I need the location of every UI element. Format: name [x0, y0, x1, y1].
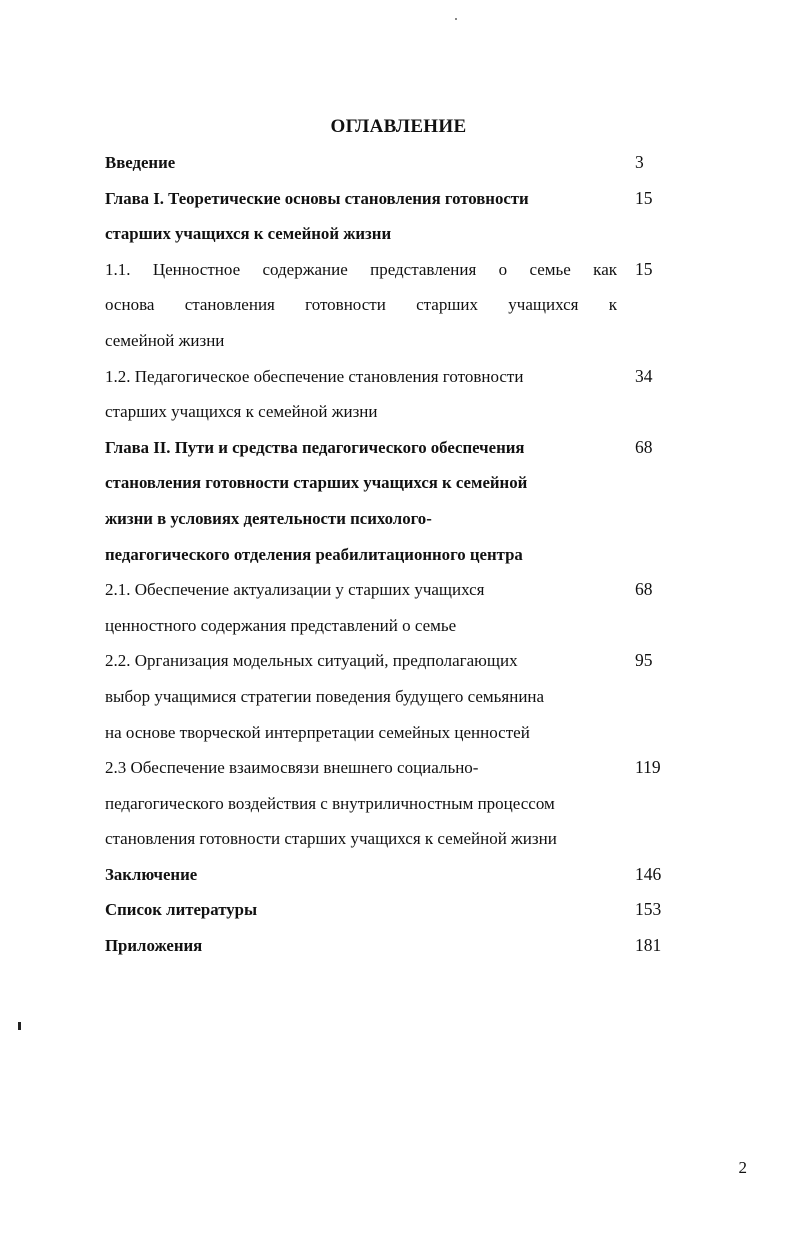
toc-entry-line: Глава II. Пути и средства педагогического обеспечения [105, 437, 525, 457]
page-title: ОГЛАВЛЕНИЕ [330, 116, 467, 137]
toc-entry-text [105, 928, 617, 964]
toc-page-number: 3 [635, 152, 644, 172]
toc-entry-text [105, 430, 617, 572]
toc-entry-line: Введение [105, 153, 176, 172]
toc-entry-conclusion [105, 857, 725, 893]
toc-entry-line: 1.1. Ценностное содержание представления о семье как [105, 259, 617, 279]
toc-page-number: 15 [635, 187, 653, 208]
toc-entry-section-1-2 [105, 359, 725, 430]
toc-entry-line: выбор учащимися стратегии поведения будущего семьянина [105, 686, 545, 706]
toc-entry-chapter-2 [105, 430, 725, 572]
toc-entry-section-1-1 [105, 252, 725, 359]
toc-entry-line: Список литературы [105, 900, 258, 920]
toc-entry-text [105, 643, 617, 750]
toc-entry-text [105, 857, 617, 893]
toc-entry-line: на основе творческой интерпретации семейных ценностей [105, 722, 530, 742]
toc-entry-line: Глава I. Теоретические основы становления готовности [105, 188, 529, 208]
toc-entry-line: старших учащихся к семейной жизни [105, 402, 378, 422]
toc-page-number: 15 [635, 258, 653, 279]
toc-entry-appendices [105, 928, 725, 964]
toc-entry-line: старших учащихся к семейной жизни [105, 224, 392, 244]
toc-entry-line: 2.2. Организация модельных ситуаций, предполагающих [105, 651, 518, 671]
toc-entry-line: 1.2. Педагогическое обеспечение становления готовности [105, 366, 524, 386]
toc-entry-line: Заключение [105, 864, 198, 884]
toc-entry-line: ценностного содержания представлений о семье [105, 615, 457, 635]
toc-page-number: 119 [635, 757, 661, 778]
toc-entry-chapter-1 [105, 181, 725, 252]
toc-entry-line: становления готовности старших учащихся к семейной [105, 473, 528, 493]
toc-entry-line: 2.1. Обеспечение актуализации у старших учащихся [105, 580, 485, 600]
table-of-contents [105, 145, 725, 964]
toc-page-number: 68 [635, 436, 653, 457]
toc-page-number: 34 [635, 365, 653, 386]
toc-page-number: 146 [635, 863, 662, 884]
toc-page-number: 153 [635, 899, 662, 920]
toc-entry-section-2-2 [105, 643, 725, 750]
toc-entry-introduction [105, 145, 725, 181]
scan-speck [455, 18, 457, 20]
toc-entry-text [105, 145, 617, 181]
toc-entry-section-2-1 [105, 572, 725, 643]
toc-entry-line: семейной жизни [105, 330, 225, 350]
toc-entry-text [105, 750, 617, 857]
toc-entry-text [105, 892, 617, 928]
page-number-folio: 2 [738, 1158, 747, 1177]
toc-page-number: 181 [635, 935, 662, 956]
toc-entry-line: 2.3 Обеспечение взаимосвязи внешнего социально- [105, 758, 479, 778]
toc-entry-text [105, 252, 617, 359]
toc-entry-section-2-3 [105, 750, 725, 857]
toc-entry-line: педагогического воздействия с внутриличностным процессом [105, 793, 555, 813]
toc-page-number: 95 [635, 650, 653, 671]
toc-entry-text [105, 181, 617, 252]
toc-entry-line: Приложения [105, 936, 203, 956]
toc-entry-text [105, 572, 617, 643]
toc-entry-text [105, 359, 617, 430]
toc-entry-line: педагогического отделения реабилитационного центра [105, 544, 523, 564]
margin-mark [18, 1022, 21, 1030]
toc-entry-line: основа становления готовности старших учащихся к [105, 295, 617, 315]
toc-page-number: 68 [635, 579, 653, 600]
toc-entry-line: становления готовности старших учащихся к семейной жизни [105, 829, 557, 849]
toc-entry-bibliography [105, 892, 725, 928]
toc-entry-line: жизни в условиях деятельности психолого- [105, 508, 432, 528]
